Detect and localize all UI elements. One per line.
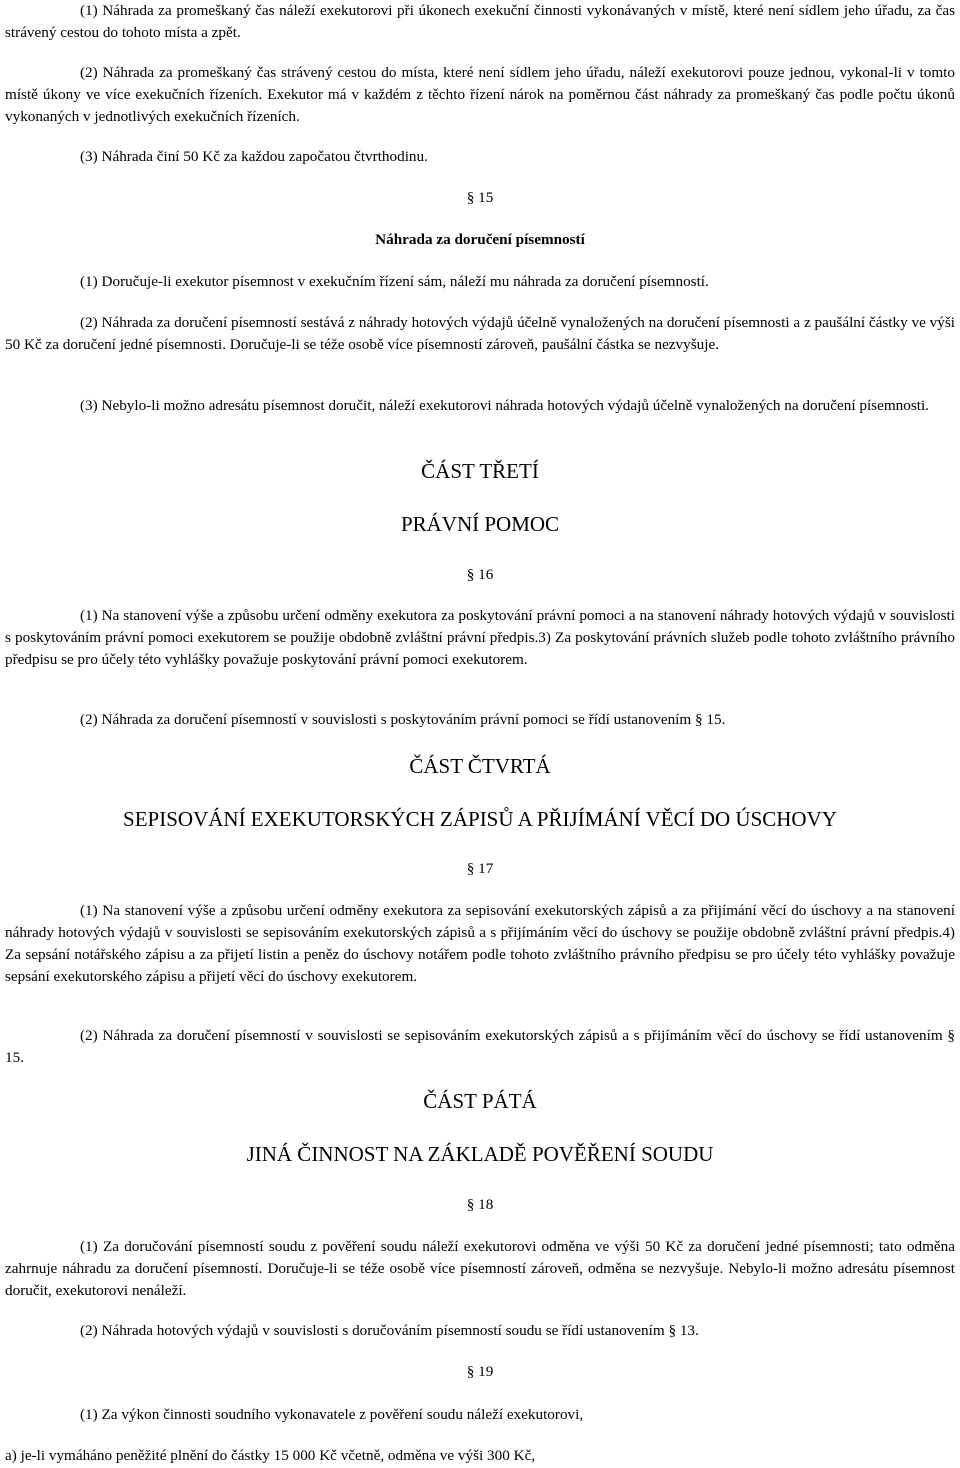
part-3-heading: ČÁST TŘETÍ xyxy=(421,459,539,483)
section-17-heading: § 17 xyxy=(466,860,494,877)
section-18-heading: § 18 xyxy=(466,1196,494,1213)
section-16-paragraph-1: (1) Na stanovení výše a způsobu určení odměny exekutora za poskytování právní pomoci a na stanovení náhrady hotových výdajů v souvislosti s poskytováním právní pomoci exekutorem se použije obdobně zvláštní právní předpis.3) Za poskytování právních služeb podle tohoto zvláštního právního předpisu se pro účely této vyhlášky považuje poskytování právní pomoci exekutorem. xyxy=(5,607,955,668)
section-17-paragraph-1: (1) Na stanovení výše a způsobu určení odměny exekutora za sepisování exekutorských zápisů a za přijímání věcí do úschovy a na stanovení náhrady hotových výdajů v souvislosti se sepisováním exekutorských zápisů a s přijímáním věcí do úschovy se použije obdobně zvláštní právní předpis.4) Za sepsání notářského zápisu a za přijetí listin a peněz do úschovy notářem podle tohoto zvláštního právního předpisu se pro účely této vyhlášky považuje sepsání exekutorského zápisu a přijetí věcí do úschovy exekutorem. xyxy=(5,902,955,985)
section-15-paragraph-1: (1) Doručuje-li exekutor písemnost v exekučním řízení sám, náleží mu náhrada za doručení písemností. xyxy=(80,273,709,290)
part-3-title: PRÁVNÍ POMOC xyxy=(400,512,560,536)
section-19-item-a: a) je-li vymáháno peněžité plnění do částky 15 000 Kč včetně, odměna ve výši 300 Kč, xyxy=(5,1447,536,1464)
section-19-paragraph-1: (1) Za výkon činnosti soudního vykonavatele z pověření soudu náleží exekutorovi, xyxy=(80,1406,584,1423)
part-5-title: JINÁ ČINNOST NA ZÁKLADĚ POVĚŘENÍ SOUDU xyxy=(246,1142,714,1166)
section-16-heading: § 16 xyxy=(466,566,494,583)
paragraph-1: (1) Náhrada za promeškaný čas náleží exekutorovi při úkonech exekuční činnosti vykonávaných v místě, které není sídlem jeho úřadu, za čas strávený cestou do tohoto místa a zpět. xyxy=(5,2,955,41)
section-16-paragraph-2: (2) Náhrada za doručení písemností v souvislosti s poskytováním právní pomoci se řídí ustanovením § 15. xyxy=(80,711,726,728)
section-15-heading: § 15 xyxy=(466,189,494,206)
part-5-heading: ČÁST PÁTÁ xyxy=(423,1089,537,1113)
section-17-paragraph-2: (2) Náhrada za doručení písemností v souvislosti se sepisováním exekutorských zápisů a s přijímáním věcí do úschovy se řídí ustanovením § 15. xyxy=(5,1027,955,1066)
paragraph-3: (3) Náhrada činí 50 Kč za každou započatou čtvrthodinu. xyxy=(80,148,428,165)
paragraph-2: (2) Náhrada za promeškaný čas strávený cestou do místa, které není sídlem jeho úřadu, náleží exekutorovi pouze jednou, vykonal-li v tomto místě úkony ve více exekučních řízeních. Exekutor má v každém z těchto řízení nárok na poměrnou část náhrady za promeškaný čas podle počtu úkonů vykonaných v jednotlivých exekučních řízeních. xyxy=(5,64,955,125)
section-18-paragraph-2: (2) Náhrada hotových výdajů v souvislosti s doručováním písemností soudu se řídí ustanovením § 13. xyxy=(80,1322,699,1339)
section-15-paragraph-2: (2) Náhrada za doručení písemností sestává z náhrady hotových výdajů účelně vynaložených na doručení písemnosti a z paušální částky ve výši 50 Kč za doručení jedné písemnosti. Doručuje-li se téže osobě více písemností zároveň, paušální částka se nezvyšuje. xyxy=(5,314,955,353)
section-15-paragraph-3: (3) Nebylo-li možno adresátu písemnost doručit, náleží exekutorovi náhrada hotových výdajů účelně vynaložených na doručení písemnosti. xyxy=(80,397,929,414)
part-4-heading: ČÁST ČTVRTÁ xyxy=(409,754,551,778)
section-18-paragraph-1: (1) Za doručování písemností soudu z pověření soudu náleží exekutorovi odměna ve výši 50 Kč za doručení jedné písemnosti; tato odměna zahrnuje náhradu za doručení písemností. Doručuje-li se téže osobě více písemností zároveň, odměna se nezvyšuje. Nebylo-li možno adresátu písemnost doručit, exekutorovi nenáleží. xyxy=(5,1238,955,1299)
part-4-title: SEPISOVÁNÍ EXEKUTORSKÝCH ZÁPISŮ A PŘIJÍMÁNÍ VĚCÍ DO ÚSCHOVY xyxy=(123,807,837,831)
section-15-title: Náhrada za doručení písemností xyxy=(375,231,585,248)
section-19-heading: § 19 xyxy=(466,1363,494,1380)
